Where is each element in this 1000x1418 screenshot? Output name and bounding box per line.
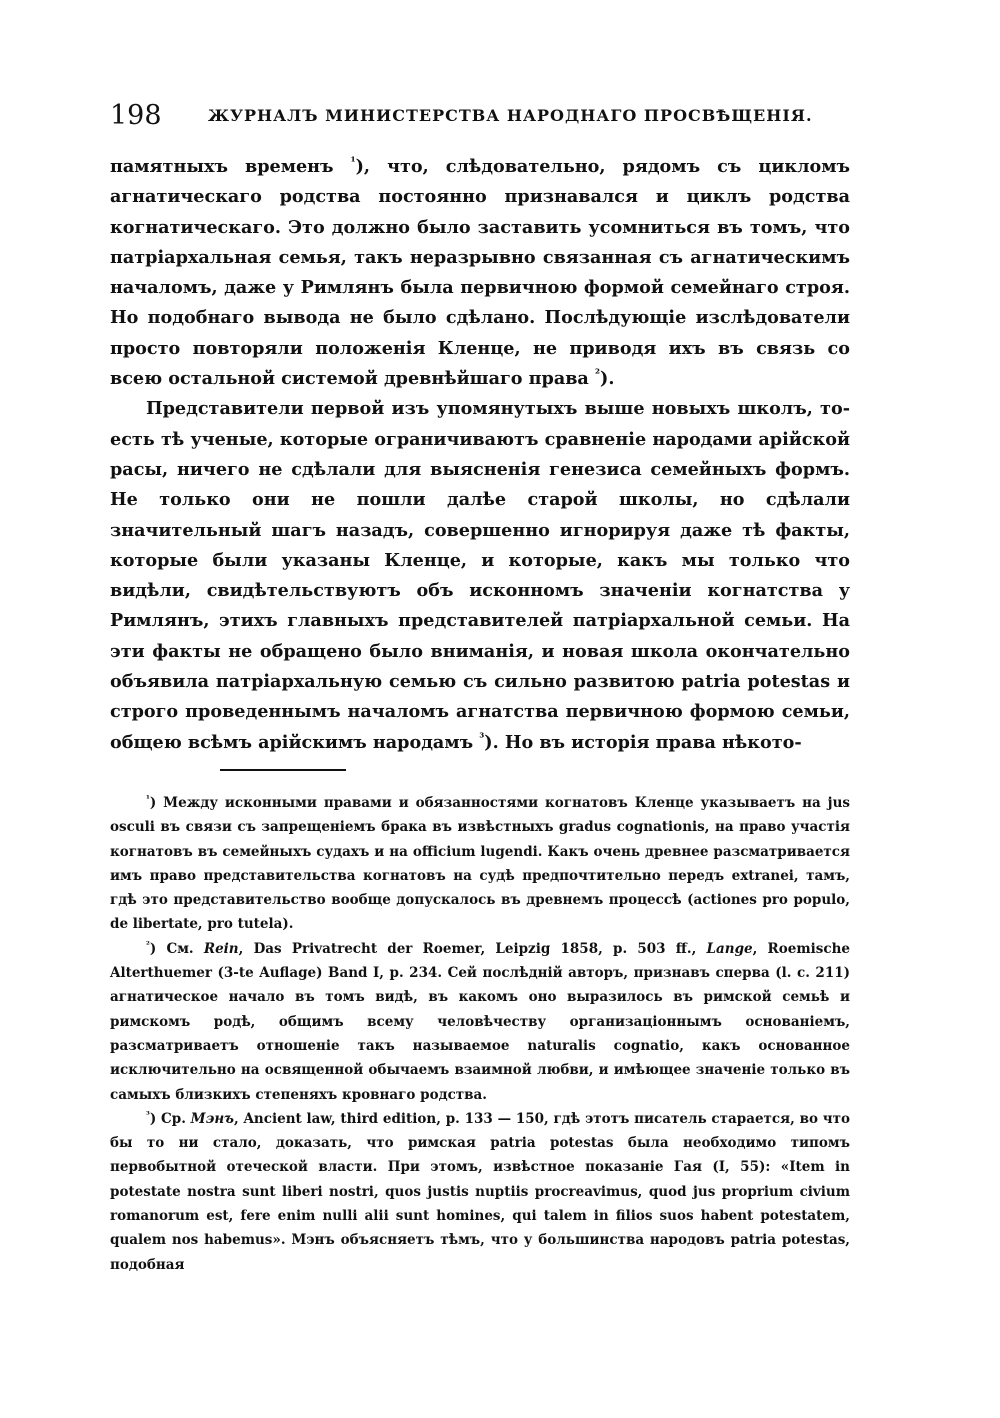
footnote-separator: [220, 769, 346, 771]
author-name: Мэнъ: [190, 1110, 234, 1127]
footnotes: [110, 791, 850, 1277]
footnote-marker: ³: [146, 1110, 150, 1121]
footnote-ref-2: ²: [594, 366, 600, 381]
footnote-2: $^{^2}$) См. Rein, Das Privatrecht der Roemer, Leipzig 1858, p. 503 ff., Lange, Roemische Alterthuemer (3-te Auflage) Band I, p. 234. Сей послѣдній авторъ, признавъ сперва (l. c. 211) агнатическое начало въ томъ видѣ, въ какомъ оно выразилось въ римской семьѣ и римскомъ родѣ, общимъ всему человѣчеству организаціоннымъ основаніемъ, разсматриваетъ отношеніе такъ называемое naturalis cognatio, какъ основанное исключительно на освященной обычаемъ взаимной любви, и имѣющее значеніе только въ самыхъ близкихъ степеняхъ кровнаго родства.: [110, 940, 850, 1103]
page-header: [110, 100, 870, 136]
paragraph-2: Представители первой изъ упомянутыхъ выше новыхъ школъ, то-есть тѣ ученые, которые ограничиваютъ сравненіе народами арійской расы, ничего не сдѣлали для выясненія генезиса семейныхъ формъ. Не только они не пошли далѣе старой школы, но сдѣлали значительный шагъ назадъ, совершенно игнорируя даже тѣ факты, которые были указаны Кленце, и которые, какъ мы только что видѣли, свидѣтельствуютъ объ исконномъ значеніи когнатства у Римлянъ, этихъ главныхъ представителей патріархальной семьи. На эти факты не обращено было вниманія, и новая школа окончательно объявила патріархальную семью съ сильно развитою patria potestas и строго проведеннымъ началомъ агнатства первичною формою семьи, общею всѣмъ арійскимъ народамъ $^{^3}$). Но въ исторія права нѣкото-: [110, 398, 850, 753]
footnote-ref-3: ³: [479, 729, 485, 744]
footnote-1: $^{^1}$) Между исконными правами и обязанностями когнатовъ Кленце указываетъ на jus osculi въ связи съ запрещеніемъ брака въ извѣстныхъ gradus cognationis, на право участія когнатовъ въ семейныхъ судахъ и на officium lugendi. Какъ очень древнее разсматривается имъ право представительства когнатовъ на судѣ предпочтительно передъ extranei, тамъ, гдѣ это представительство вообще допускалось въ древнемъ процессѣ (actiones pro populo, de libertate, pro tutela).: [110, 794, 850, 933]
author-name: Rein: [203, 940, 239, 957]
paragraph-1: памятныхъ временъ $^{^1}$), что, слѣдовательно, рядомъ съ цикломъ агнатическаго родства постоянно признавался и циклъ родства когнатическаго. Это должно было заставить усомниться въ томъ, что патріархальная семья, такъ неразрывно связанная съ агнатическимъ началомъ, даже у Римлянъ была первичною формой семейнаго строя. Но подобнаго вывода не было сдѣлано. Послѣдующіе изслѣдователи просто повторяли положенія Кленце, не приводя ихъ въ связь со всею остальной системой древнѣйшаго права $^{^2}$).: [110, 154, 850, 390]
main-text: [110, 152, 850, 758]
author-name: Lange: [706, 940, 753, 957]
footnote-marker: ¹: [146, 794, 150, 805]
running-title: ЖУРНАЛЪ МИНИСТЕРСТВА НАРОДНАГО ПРОСВѢЩЕНІЯ.: [208, 106, 813, 125]
page-number: 198: [110, 100, 162, 131]
footnote-marker: ²: [146, 940, 150, 951]
footnote-ref-1: ¹: [350, 154, 356, 169]
footnote-3: $^{^3}$) Ср. Мэнъ, Ancient law, third edition, p. 133 — 150, гдѣ этотъ писатель старается, во что бы то ни стало, доказать, что римская patria potestas была необходимо типомъ первобытной отеческой власти. При этомъ, извѣстное показаніе Гая (I, 55): «Item in potestate nostra sunt liberi nostri, quos justis nuptiis procreavimus, quod jus proprium civium romanorum est, fere enim nulli alii sunt homines, qui talem in filios suos habent potestatem, qualem nos habemus». Мэнъ объясняетъ тѣмъ, что у большинства народовъ patria potestas, подобная: [110, 1110, 850, 1273]
